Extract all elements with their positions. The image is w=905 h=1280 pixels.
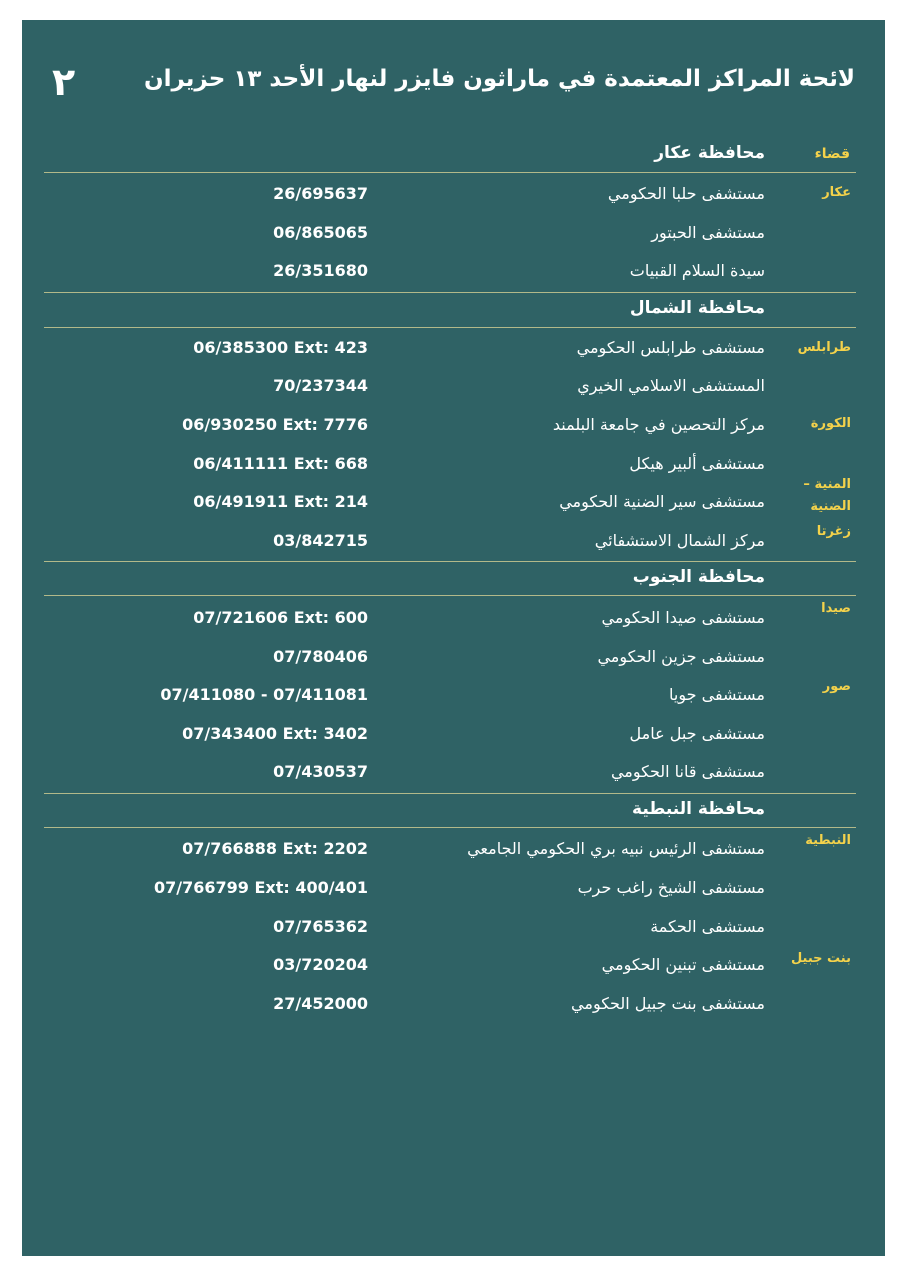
divider <box>44 793 856 794</box>
hospital-name: مستشفى الشيخ راغب حرب <box>577 878 765 897</box>
hospital-name: مستشفى تبنين الحكومي <box>601 955 765 974</box>
qada-column-header: قضاء <box>814 146 850 162</box>
table-row <box>22 184 885 214</box>
governorate-north: محافظة الشمال <box>629 298 765 318</box>
hospital-name: مستشفى جزين الحكومي <box>597 647 765 666</box>
table-row <box>22 261 885 291</box>
phone-number: 06/491911 Ext: 214 <box>193 492 368 511</box>
hospital-name: مستشفى حلبا الحكومي <box>607 184 765 203</box>
content-panel <box>22 20 885 1256</box>
table-row <box>22 839 885 869</box>
hospital-name: مستشفى الرئيس نبيه بري الحكومي الجامعي <box>467 839 765 858</box>
phone-number: 06/411111 Ext: 668 <box>193 454 368 473</box>
phone-number: 07/780406 <box>273 647 368 666</box>
phone-number: 07/430537 <box>273 762 368 781</box>
governorate-south: محافظة الجنوب <box>632 567 765 587</box>
phone-number: 07/411080 - 07/411081 <box>160 685 368 704</box>
phone-number: 70/237344 <box>273 376 368 395</box>
table-row <box>22 415 885 445</box>
qada-tripoli: طرابلس <box>797 340 851 355</box>
hospital-name: مستشفى طرابلس الحكومي <box>576 338 765 357</box>
phone-number: 06/865065 <box>273 223 368 242</box>
phone-number: 06/930250 Ext: 7776 <box>182 415 368 434</box>
phone-number: 07/765362 <box>273 917 368 936</box>
governorate-nabatieh: محافظة النبطية <box>632 799 765 819</box>
qada-minieh-dinnieh: المنية – الضنية <box>803 477 851 514</box>
table-row <box>22 531 885 561</box>
hospital-name: مستشفى الحبتور <box>651 223 765 242</box>
hospital-name: مركز التحصين في جامعة البلمند <box>552 415 765 434</box>
phone-number: 07/766888 Ext: 2202 <box>182 839 368 858</box>
divider <box>44 292 856 293</box>
hospital-name: مستشفى جبل عامل <box>629 724 765 743</box>
hospital-name: مستشفى صيدا الحكومي <box>601 608 765 627</box>
table-row <box>22 917 885 947</box>
hospital-name: مستشفى بنت جبيل الحكومي <box>571 994 765 1013</box>
divider <box>44 827 856 828</box>
hospital-name: مركز الشمال الاستشفائي <box>594 531 765 550</box>
table-row <box>22 647 885 677</box>
phone-number: 06/385300 Ext: 423 <box>193 338 368 357</box>
phone-number: 07/766799 Ext: 400/401 <box>154 878 368 897</box>
hospital-name: المستشفى الاسلامي الخيري <box>577 376 765 395</box>
phone-number: 07/343400 Ext: 3402 <box>182 724 368 743</box>
phone-number: 03/720204 <box>273 955 368 974</box>
qada-bint-jbeil: بنت جبيل <box>790 951 851 966</box>
governorate-akkar: محافظة عكار <box>654 143 765 163</box>
qada-tyre: صور <box>822 679 851 694</box>
table-row <box>22 454 885 484</box>
hospital-name: مستشفى قانا الحكومي <box>610 762 765 781</box>
hospital-name: مستشفى جويا <box>669 685 765 704</box>
table-row <box>22 994 885 1024</box>
phone-number: 26/695637 <box>273 184 368 203</box>
table-row <box>22 724 885 754</box>
divider <box>44 561 856 562</box>
divider <box>44 595 856 596</box>
table-row <box>22 492 885 522</box>
table-row <box>22 223 885 253</box>
table-row <box>22 376 885 406</box>
hospital-name: مستشفى سير الضنية الحكومي <box>559 492 765 511</box>
table-row <box>22 955 885 985</box>
table-row <box>22 762 885 792</box>
table-row <box>22 338 885 368</box>
qada-nabatieh: النبطية <box>805 833 851 848</box>
qada-saida: صيدا <box>821 601 851 616</box>
hospital-name: مستشفى الحكمة <box>650 917 765 936</box>
table-row <box>22 608 885 638</box>
page-title: لائحة المراكز المعتمدة في ماراثون فايزر لنهار الأحد ١٣ حزيران <box>143 66 855 92</box>
table-row <box>22 878 885 908</box>
qada-zgharta: زغرتا <box>816 524 851 539</box>
hospital-name: مستشفى ألبير هيكل <box>629 454 765 473</box>
hospital-name: سيدة السلام القبيات <box>629 261 765 280</box>
phone-number: 26/351680 <box>273 261 368 280</box>
phone-number: 07/721606 Ext: 600 <box>193 608 368 627</box>
table-row <box>22 685 885 715</box>
divider <box>44 327 856 328</box>
phone-number: 03/842715 <box>273 531 368 550</box>
divider <box>44 172 856 173</box>
phone-number: 27/452000 <box>273 994 368 1013</box>
qada-koura: الكورة <box>810 416 851 431</box>
qada-akkar: عكار <box>822 185 851 200</box>
page-number: ٢ <box>52 60 76 104</box>
